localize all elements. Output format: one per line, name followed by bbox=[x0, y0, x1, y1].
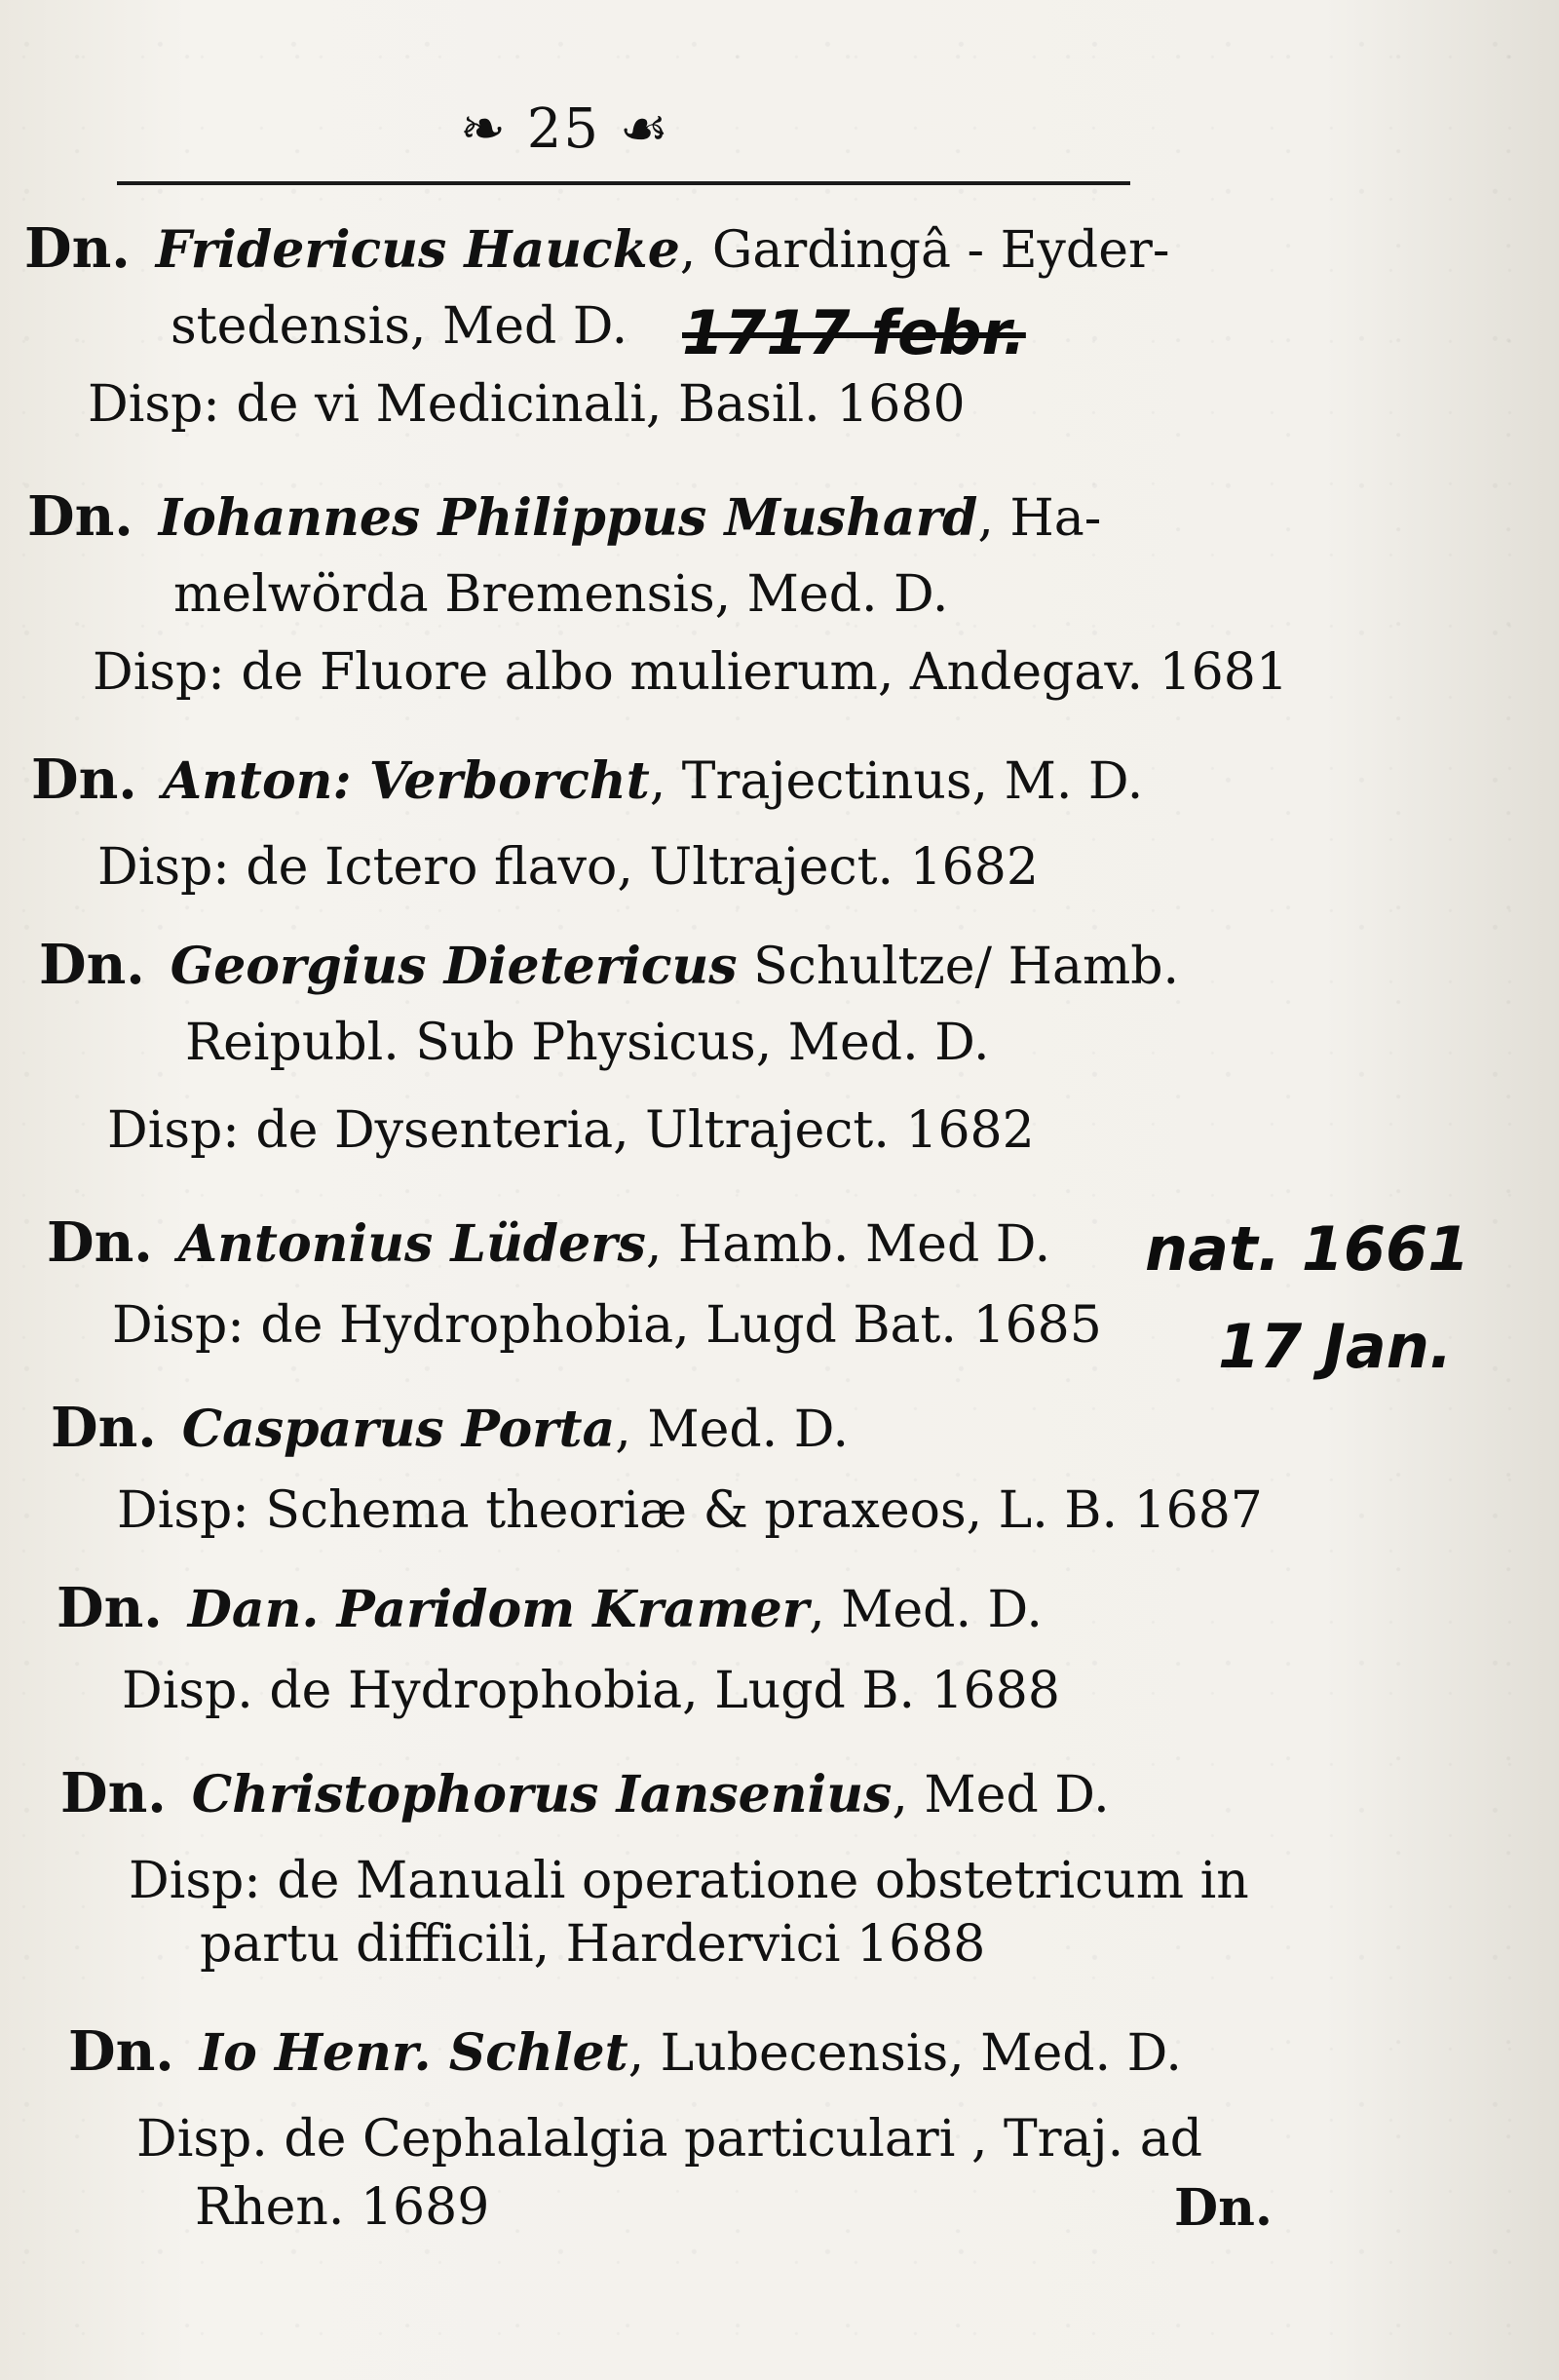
disp-text: de Hydrophobia, Lugd B. 1688 bbox=[269, 1662, 1060, 1720]
entry-name: Christophorus Iansenius bbox=[191, 1765, 893, 1824]
header-rule bbox=[117, 181, 1130, 185]
disp-label: Disp: bbox=[93, 643, 225, 702]
disp-text: de Hydrophobia, Lugd Bat. 1685 bbox=[260, 1296, 1102, 1355]
disp-text: de Cephalalgia particulari , Traj. ad bbox=[284, 2110, 1203, 2169]
entry-description: , Hamb. Med D. bbox=[645, 1215, 1051, 1274]
entry-name: Casparus Porta bbox=[181, 1400, 616, 1459]
entry-prefix: Dn. bbox=[57, 1576, 163, 1640]
disp-label: Disp: bbox=[117, 1481, 249, 1540]
entry-description: , Trajectinus, M. D. bbox=[649, 752, 1144, 811]
entry-name: Fridericus Haucke bbox=[155, 220, 680, 280]
disp-label: Disp: bbox=[97, 838, 230, 897]
disp-label: Disp: bbox=[129, 1852, 261, 1910]
entry-prefix: Dn. bbox=[60, 1761, 167, 1825]
entry-name: Antonius Lüders bbox=[177, 1214, 646, 1274]
disp-label: Disp. bbox=[122, 1662, 253, 1720]
entry-description: , Lubecensis, Med. D. bbox=[627, 2024, 1182, 2083]
entry-description-cont: melwörda Bremensis, Med. D. bbox=[173, 565, 949, 624]
ornament-right-icon: ☙ bbox=[619, 97, 670, 161]
entry-name: Georgius Dietericus bbox=[170, 937, 738, 996]
handwritten-note-struck: 1717 febr. bbox=[682, 297, 1026, 368]
handwritten-note-date: 17 Jan. bbox=[1218, 1311, 1453, 1382]
disp-text-cont: partu difficili, Hardervici 1688 bbox=[200, 1915, 986, 1974]
entry-prefix: Dn. bbox=[31, 748, 137, 812]
page-number: 25 bbox=[526, 97, 600, 161]
disp-text: de vi Medicinali, Basil. 1680 bbox=[236, 375, 966, 434]
disp-text: de Dysenteria, Ultraject. 1682 bbox=[255, 1101, 1035, 1160]
catchword: Dn. bbox=[1174, 2178, 1274, 2238]
entry-description: Schultze/ Hamb. bbox=[737, 938, 1180, 996]
page-header bbox=[0, 97, 1130, 161]
disp-text: de Ictero flavo, Ultraject. 1682 bbox=[246, 838, 1039, 897]
entry-description: , Med D. bbox=[892, 1766, 1110, 1824]
entry-description: , Ha- bbox=[977, 489, 1102, 548]
entry-description-cont: stedensis, Med D. bbox=[171, 297, 628, 356]
entry-prefix: Dn. bbox=[24, 216, 131, 281]
disp-text: Schema theoriæ & praxeos, L. B. 1687 bbox=[265, 1481, 1263, 1540]
entry-prefix: Dn. bbox=[39, 933, 145, 997]
entry-name: Io Henr. Schlet bbox=[199, 2023, 628, 2083]
disp-label: Disp: bbox=[107, 1101, 240, 1160]
disp-label: Disp: bbox=[88, 375, 220, 434]
entry-description: , Med. D. bbox=[809, 1581, 1043, 1639]
disp-label: Disp: bbox=[112, 1296, 245, 1355]
entry-prefix: Dn. bbox=[68, 2019, 174, 2084]
entry-name: Anton: Verborcht bbox=[162, 751, 650, 811]
entry-name: Iohannes Philippus Mushard bbox=[158, 488, 978, 548]
entry-prefix: Dn. bbox=[47, 1210, 153, 1275]
handwritten-note-birth: nat. 1661 bbox=[1145, 1213, 1470, 1285]
entry-prefix: Dn. bbox=[51, 1396, 157, 1460]
entry-prefix: Dn. bbox=[27, 484, 133, 549]
entry-name: Dan. Paridom Kramer bbox=[187, 1580, 810, 1639]
disp-text: de Fluore albo mulierum, Andegav. 1681 bbox=[241, 643, 1288, 702]
disp-label: Disp. bbox=[136, 2110, 268, 2169]
disp-text-cont: Rhen. 1689 bbox=[195, 2178, 490, 2237]
entry-description: , Gardingâ - Eyder- bbox=[679, 221, 1170, 280]
disp-text: de Manuali operatione obstetricum in bbox=[277, 1852, 1249, 1910]
entry-description-cont: Reipubl. Sub Physicus, Med. D. bbox=[185, 1014, 990, 1072]
entry-description: , Med. D. bbox=[615, 1401, 850, 1459]
ornament-left-icon: ❧ bbox=[459, 97, 508, 161]
